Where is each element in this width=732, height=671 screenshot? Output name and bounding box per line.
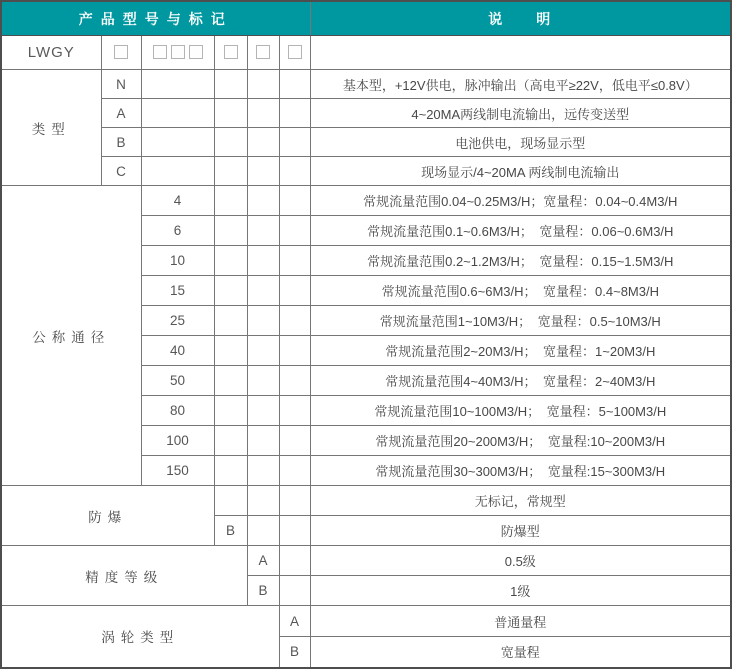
table-row <box>1 128 731 157</box>
empty-cell <box>279 186 310 216</box>
empty-cell <box>214 306 247 336</box>
model-code-row <box>1 36 731 70</box>
empty-cell <box>214 157 247 186</box>
empty-cell <box>279 128 310 157</box>
table-row <box>1 486 731 516</box>
explosion-code <box>214 486 247 516</box>
empty-cell <box>214 246 247 276</box>
empty-cell <box>214 70 247 99</box>
empty-cell <box>247 366 279 396</box>
code-box-icon <box>171 45 185 59</box>
diameter-description: 常规流量范围4~40M3/H； 宽量程：2~40M3/H <box>310 366 731 396</box>
empty-cell <box>279 366 310 396</box>
diameter-code: 4 <box>141 186 214 216</box>
code-box-icon <box>153 45 167 59</box>
diameter-description: 常规流量范围0.04~0.25M3/H；宽量程：0.04~0.4M3/H <box>310 186 731 216</box>
accuracy-code: B <box>247 576 279 606</box>
diameter-description: 常规流量范围0.1~0.6M3/H； 宽量程：0.06~0.6M3/H <box>310 216 731 246</box>
code-slot-type <box>101 36 141 70</box>
diameter-code: 25 <box>141 306 214 336</box>
turbine-description: 宽量程 <box>310 637 731 668</box>
empty-cell <box>214 216 247 246</box>
accuracy-code: A <box>247 546 279 576</box>
empty-cell <box>214 366 247 396</box>
diameter-code: 150 <box>141 456 214 486</box>
code-slot-accuracy <box>247 36 279 70</box>
empty-cell <box>141 128 214 157</box>
empty-cell <box>279 276 310 306</box>
section-label-type: 类型 <box>1 70 101 186</box>
empty-cell <box>214 128 247 157</box>
table-row <box>1 606 731 637</box>
diameter-description: 常规流量范围10~100M3/H； 宽量程：5~100M3/H <box>310 396 731 426</box>
empty-cell <box>279 216 310 246</box>
type-description: 现场显示/4~20MA 两线制电流输出 <box>310 157 731 186</box>
code-box-icon <box>288 45 302 59</box>
section-label-explosion-proof: 防爆 <box>1 486 214 546</box>
diameter-description: 常规流量范围2~20M3/H； 宽量程：1~20M3/H <box>310 336 731 366</box>
diameter-code: 15 <box>141 276 214 306</box>
empty-cell <box>279 546 310 576</box>
type-description: 4~20MA两线制电流输出，远传变送型 <box>310 99 731 128</box>
code-box-icon <box>189 45 203 59</box>
empty-cell <box>247 486 279 516</box>
empty-cell <box>279 99 310 128</box>
empty-cell <box>279 516 310 546</box>
table-row <box>1 157 731 186</box>
section-label-turbine-type: 涡轮类型 <box>1 606 279 668</box>
code-slot-turbine <box>279 36 310 70</box>
empty-cell <box>279 576 310 606</box>
diameter-description: 常规流量范围20~200M3/H； 宽量程:10~200M3/H <box>310 426 731 456</box>
empty-cell <box>279 306 310 336</box>
diameter-description: 常规流量范围0.6~6M3/H； 宽量程：0.4~8M3/H <box>310 276 731 306</box>
explosion-description: 防爆型 <box>310 516 731 546</box>
type-description: 基本型，+12V供电，脉冲输出（高电平≥22V，低电平≤0.8V） <box>310 70 731 99</box>
turbine-description: 普通量程 <box>310 606 731 637</box>
type-code: N <box>101 70 141 99</box>
turbine-code: A <box>279 606 310 637</box>
explosion-code: B <box>214 516 247 546</box>
diameter-code: 80 <box>141 396 214 426</box>
empty-cell <box>279 336 310 366</box>
empty-cell <box>247 186 279 216</box>
code-slot-diameter <box>141 36 214 70</box>
empty-cell <box>247 516 279 546</box>
diameter-code: 6 <box>141 216 214 246</box>
accuracy-description: 0.5级 <box>310 546 731 576</box>
empty-cell <box>247 216 279 246</box>
diameter-code: 10 <box>141 246 214 276</box>
table-row <box>1 70 731 99</box>
empty-cell <box>247 336 279 366</box>
code-box-icon <box>224 45 238 59</box>
empty-cell <box>279 486 310 516</box>
empty-cell <box>214 99 247 128</box>
empty-cell <box>141 99 214 128</box>
type-code: A <box>101 99 141 128</box>
diameter-description: 常规流量范围30~300M3/H； 宽量程:15~300M3/H <box>310 456 731 486</box>
code-box-icon <box>114 45 128 59</box>
empty-cell <box>247 276 279 306</box>
empty-cell <box>214 456 247 486</box>
table-row <box>1 186 731 216</box>
empty-cell <box>247 426 279 456</box>
empty-cell <box>279 246 310 276</box>
diameter-code: 50 <box>141 366 214 396</box>
empty-cell <box>141 157 214 186</box>
empty-cell <box>247 70 279 99</box>
table-row <box>1 99 731 128</box>
empty-cell <box>141 70 214 99</box>
empty-cell <box>247 128 279 157</box>
turbine-code: B <box>279 637 310 668</box>
empty-cell <box>279 157 310 186</box>
empty-cell <box>214 336 247 366</box>
diameter-code: 100 <box>141 426 214 456</box>
code-slot-explosion <box>214 36 247 70</box>
type-code: B <box>101 128 141 157</box>
code-box-icon <box>256 45 270 59</box>
accuracy-description: 1级 <box>310 576 731 606</box>
header-description: 说 明 <box>310 1 731 36</box>
table-row <box>1 546 731 576</box>
empty-cell <box>214 276 247 306</box>
empty-cell <box>247 157 279 186</box>
empty-cell <box>310 36 731 70</box>
empty-cell <box>214 186 247 216</box>
model-name: LWGY <box>1 36 101 70</box>
diameter-description: 常规流量范围1~10M3/H； 宽量程：0.5~10M3/H <box>310 306 731 336</box>
header-row <box>1 1 731 36</box>
section-label-accuracy: 精度等级 <box>1 546 247 606</box>
section-label-diameter: 公称通径 <box>1 186 141 486</box>
empty-cell <box>279 456 310 486</box>
type-description: 电池供电，现场显示型 <box>310 128 731 157</box>
empty-cell <box>279 426 310 456</box>
diameter-description: 常规流量范围0.2~1.2M3/H； 宽量程：0.15~1.5M3/H <box>310 246 731 276</box>
explosion-description: 无标记，常规型 <box>310 486 731 516</box>
empty-cell <box>247 396 279 426</box>
empty-cell <box>279 70 310 99</box>
empty-cell <box>247 306 279 336</box>
empty-cell <box>279 396 310 426</box>
type-code: C <box>101 157 141 186</box>
header-model-marking: 产品型号与标记 <box>1 1 310 36</box>
empty-cell <box>247 99 279 128</box>
diameter-code: 40 <box>141 336 214 366</box>
empty-cell <box>214 426 247 456</box>
empty-cell <box>247 246 279 276</box>
empty-cell <box>214 396 247 426</box>
empty-cell <box>247 456 279 486</box>
